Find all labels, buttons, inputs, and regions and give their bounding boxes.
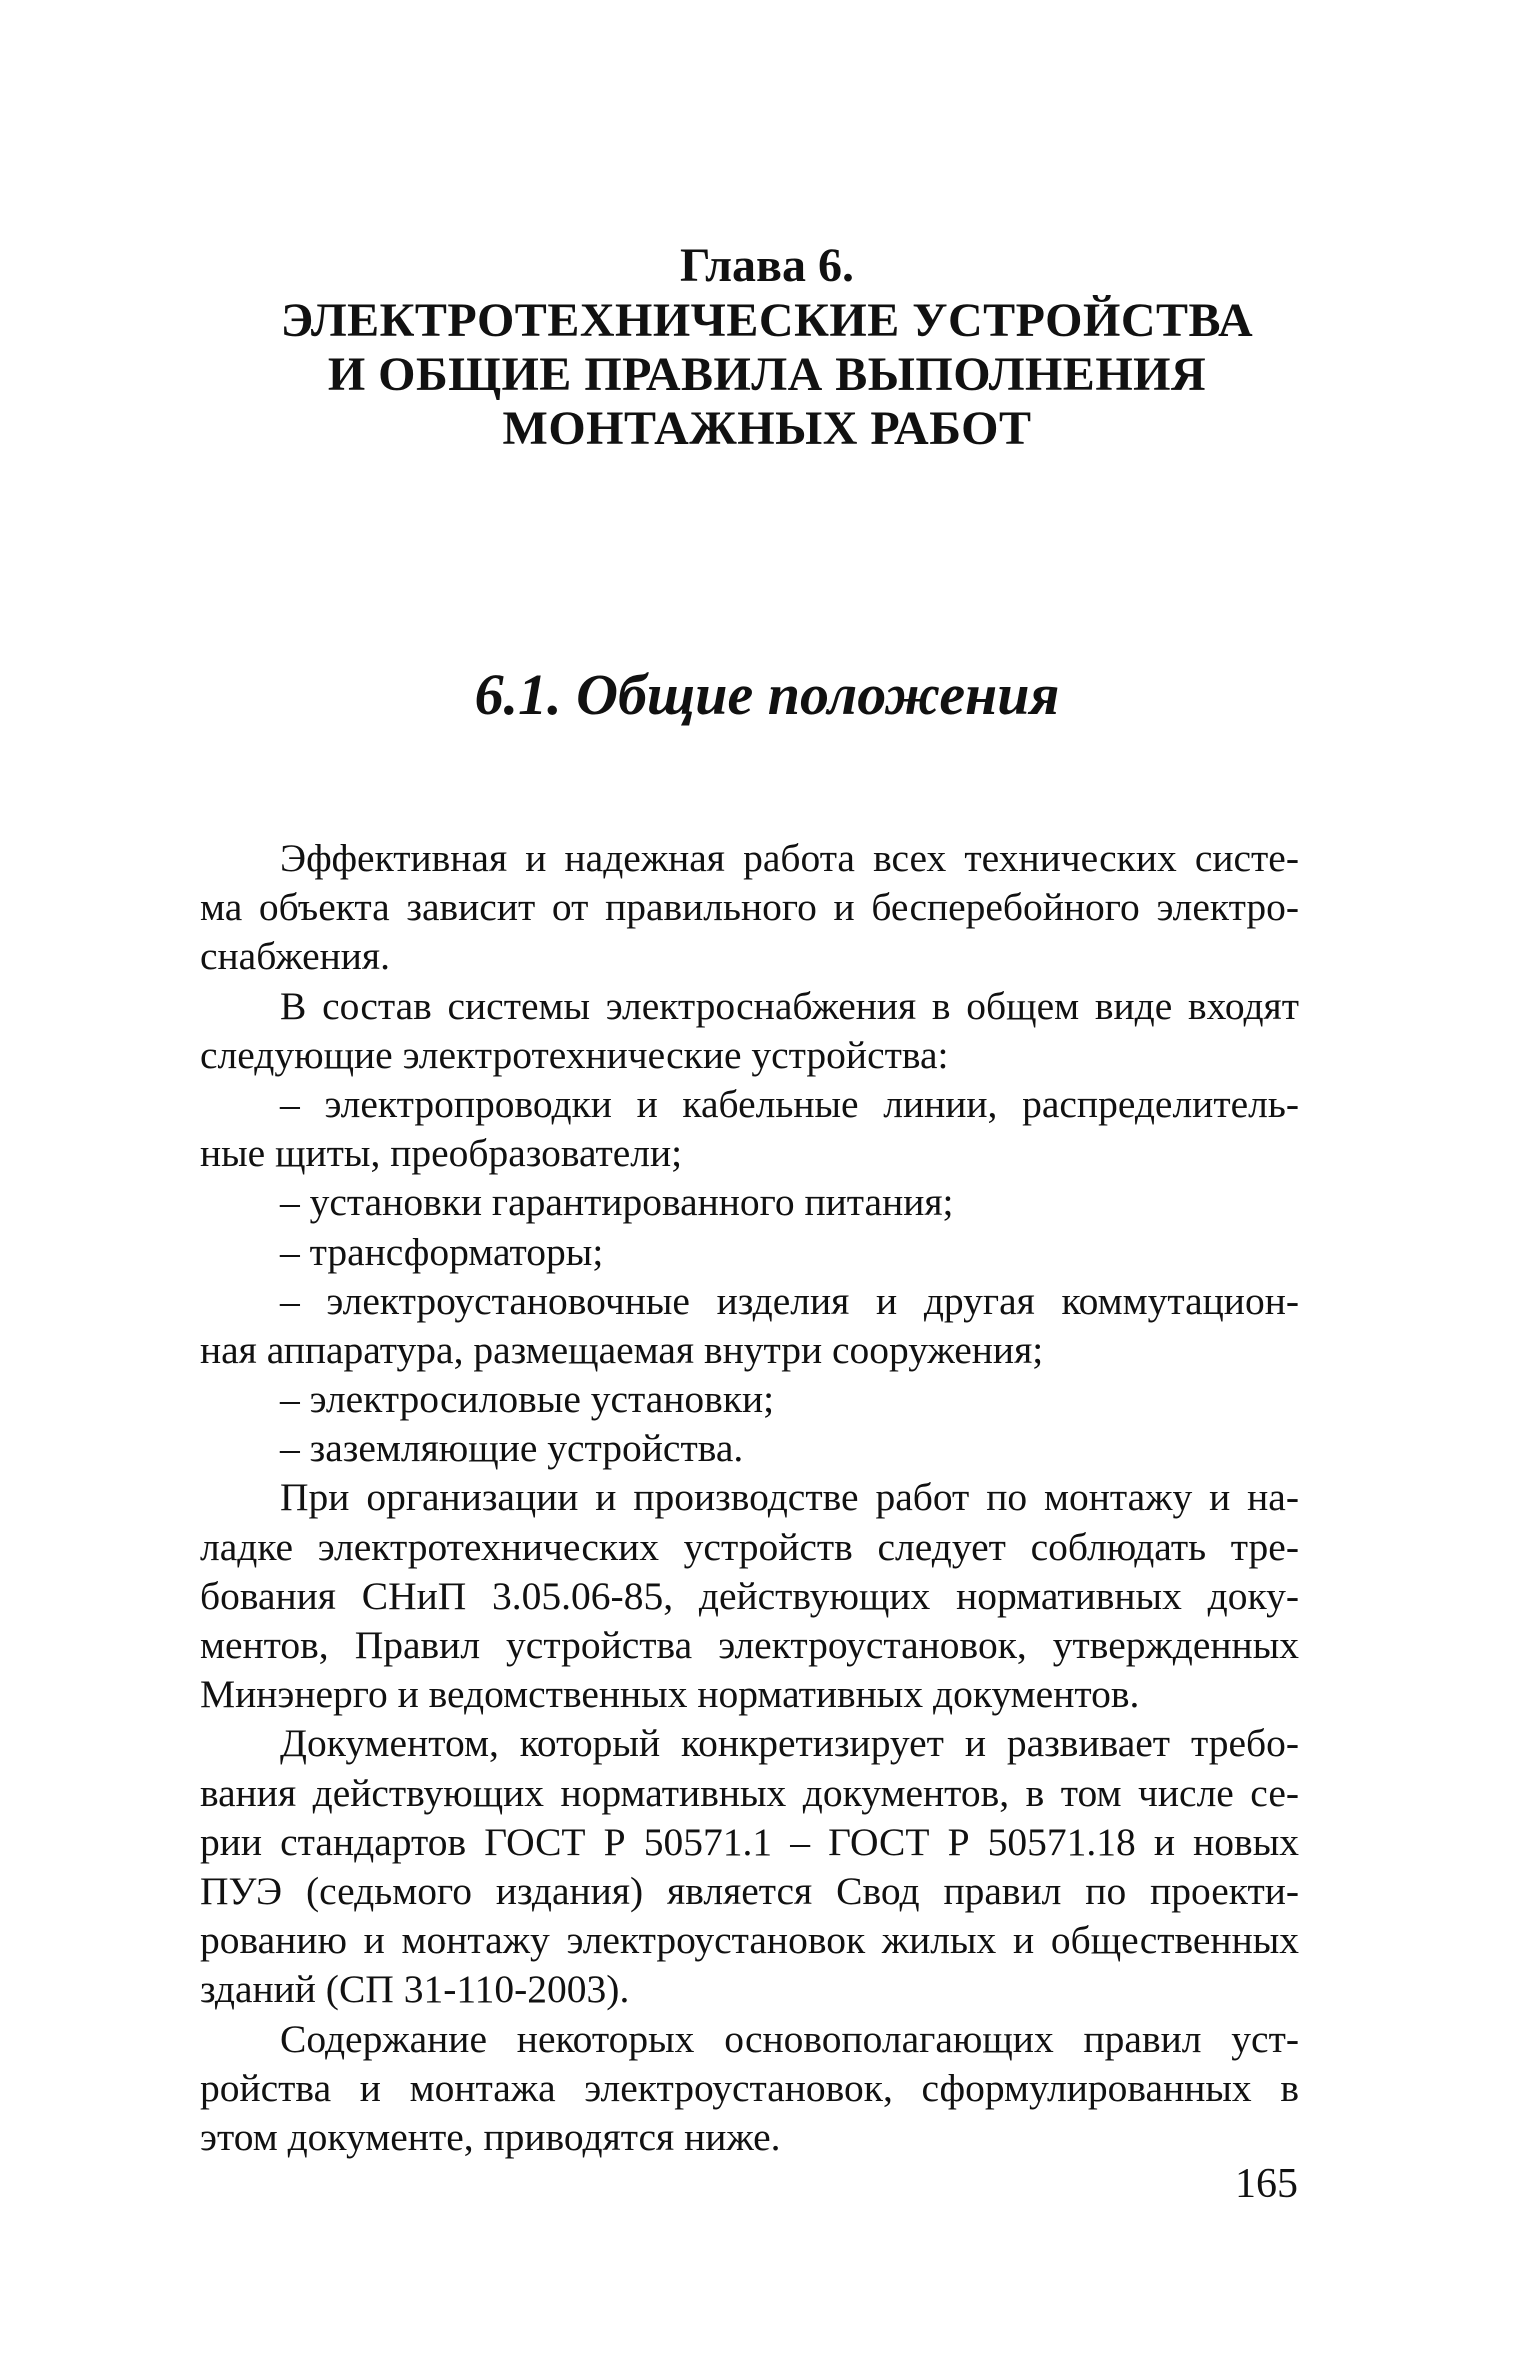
section-title: 6.1. Общие положения — [474, 662, 1060, 727]
chapter-title-line-3: МОНТАЖНЫХ РАБОТ — [502, 402, 1032, 455]
paragraph-line: этом документе, приводятся ниже. — [200, 2114, 781, 2159]
paragraph-line: рованию и монтажу электроустановок жилых и общественных — [200, 1918, 1299, 1963]
list-item-line: – заземляющие устройства. — [280, 1426, 744, 1471]
paragraph-line: ройства и монтажа электроустановок, сформулированных в — [200, 2065, 1299, 2110]
list-item-line: ные щиты, преобразователи; — [200, 1131, 683, 1176]
paragraph-line: Минэнерго и ведомственных нормативных документов. — [200, 1672, 1140, 1717]
body-text — [200, 834, 1299, 2162]
paragraph-line: ладке электротехнических устройств следует соблюдать тре- — [200, 1524, 1299, 1569]
paragraph-line: ПУЭ (седьмого издания) является Свод правил по проекти- — [200, 1868, 1299, 1913]
paragraph-line: ма объекта зависит от правильного и бесперебойного электро- — [200, 885, 1299, 930]
chapter-title-line-2: И ОБЩИЕ ПРАВИЛА ВЫПОЛНЕНИЯ — [327, 348, 1207, 401]
list-item-line: – электроустановочные изделия и другая коммутацион- — [280, 1278, 1299, 1323]
paragraph-line: зданий (СП 31-110-2003). — [200, 1967, 630, 2012]
chapter-heading — [0, 238, 1534, 456]
list-item-line: ная аппаратура, размещаемая внутри сооружения; — [200, 1327, 1044, 1372]
paragraph-line: Содержание некоторых основополагающих правил уст- — [280, 2016, 1299, 2061]
paragraph-line: ментов, Правил устройства электроустановок, утвержденных — [200, 1623, 1299, 1667]
paragraph-line: бования СНиП 3.05.06-85, действующих нормативных доку- — [200, 1573, 1299, 1618]
paragraph-line: В состав системы электроснабжения в общем виде входят — [280, 983, 1299, 1028]
chapter-number: Глава 6. — [680, 239, 854, 292]
list-item-line: – электросиловые установки; — [280, 1377, 775, 1422]
paragraph-line: Эффективная и надежная работа всех технических систе- — [280, 836, 1299, 880]
page-number: 165 — [1235, 2161, 1298, 2207]
paragraph-line: снабжения. — [200, 934, 390, 979]
chapter-title-line-1: ЭЛЕКТРОТЕХНИЧЕСКИЕ УСТРОЙСТВА — [280, 294, 1254, 347]
list-item-line: – установки гарантированного питания; — [280, 1180, 954, 1225]
paragraph-line: Документом, который конкретизирует и развивает требо- — [280, 1721, 1299, 1766]
list-item-line: – трансформаторы; — [280, 1229, 604, 1274]
paragraph-line: При организации и производстве работ по монтажу и на- — [280, 1475, 1299, 1520]
list-item-line: – электропроводки и кабельные линии, распределитель- — [280, 1081, 1299, 1126]
paragraph-line: следующие электротехнические устройства: — [200, 1032, 949, 1077]
paragraph-line: вания действующих нормативных документов, в том числе се- — [200, 1770, 1299, 1815]
paragraph-line: рии стандартов ГОСТ Р 50571.1 – ГОСТ Р 50571.18 и новых — [200, 1819, 1299, 1864]
